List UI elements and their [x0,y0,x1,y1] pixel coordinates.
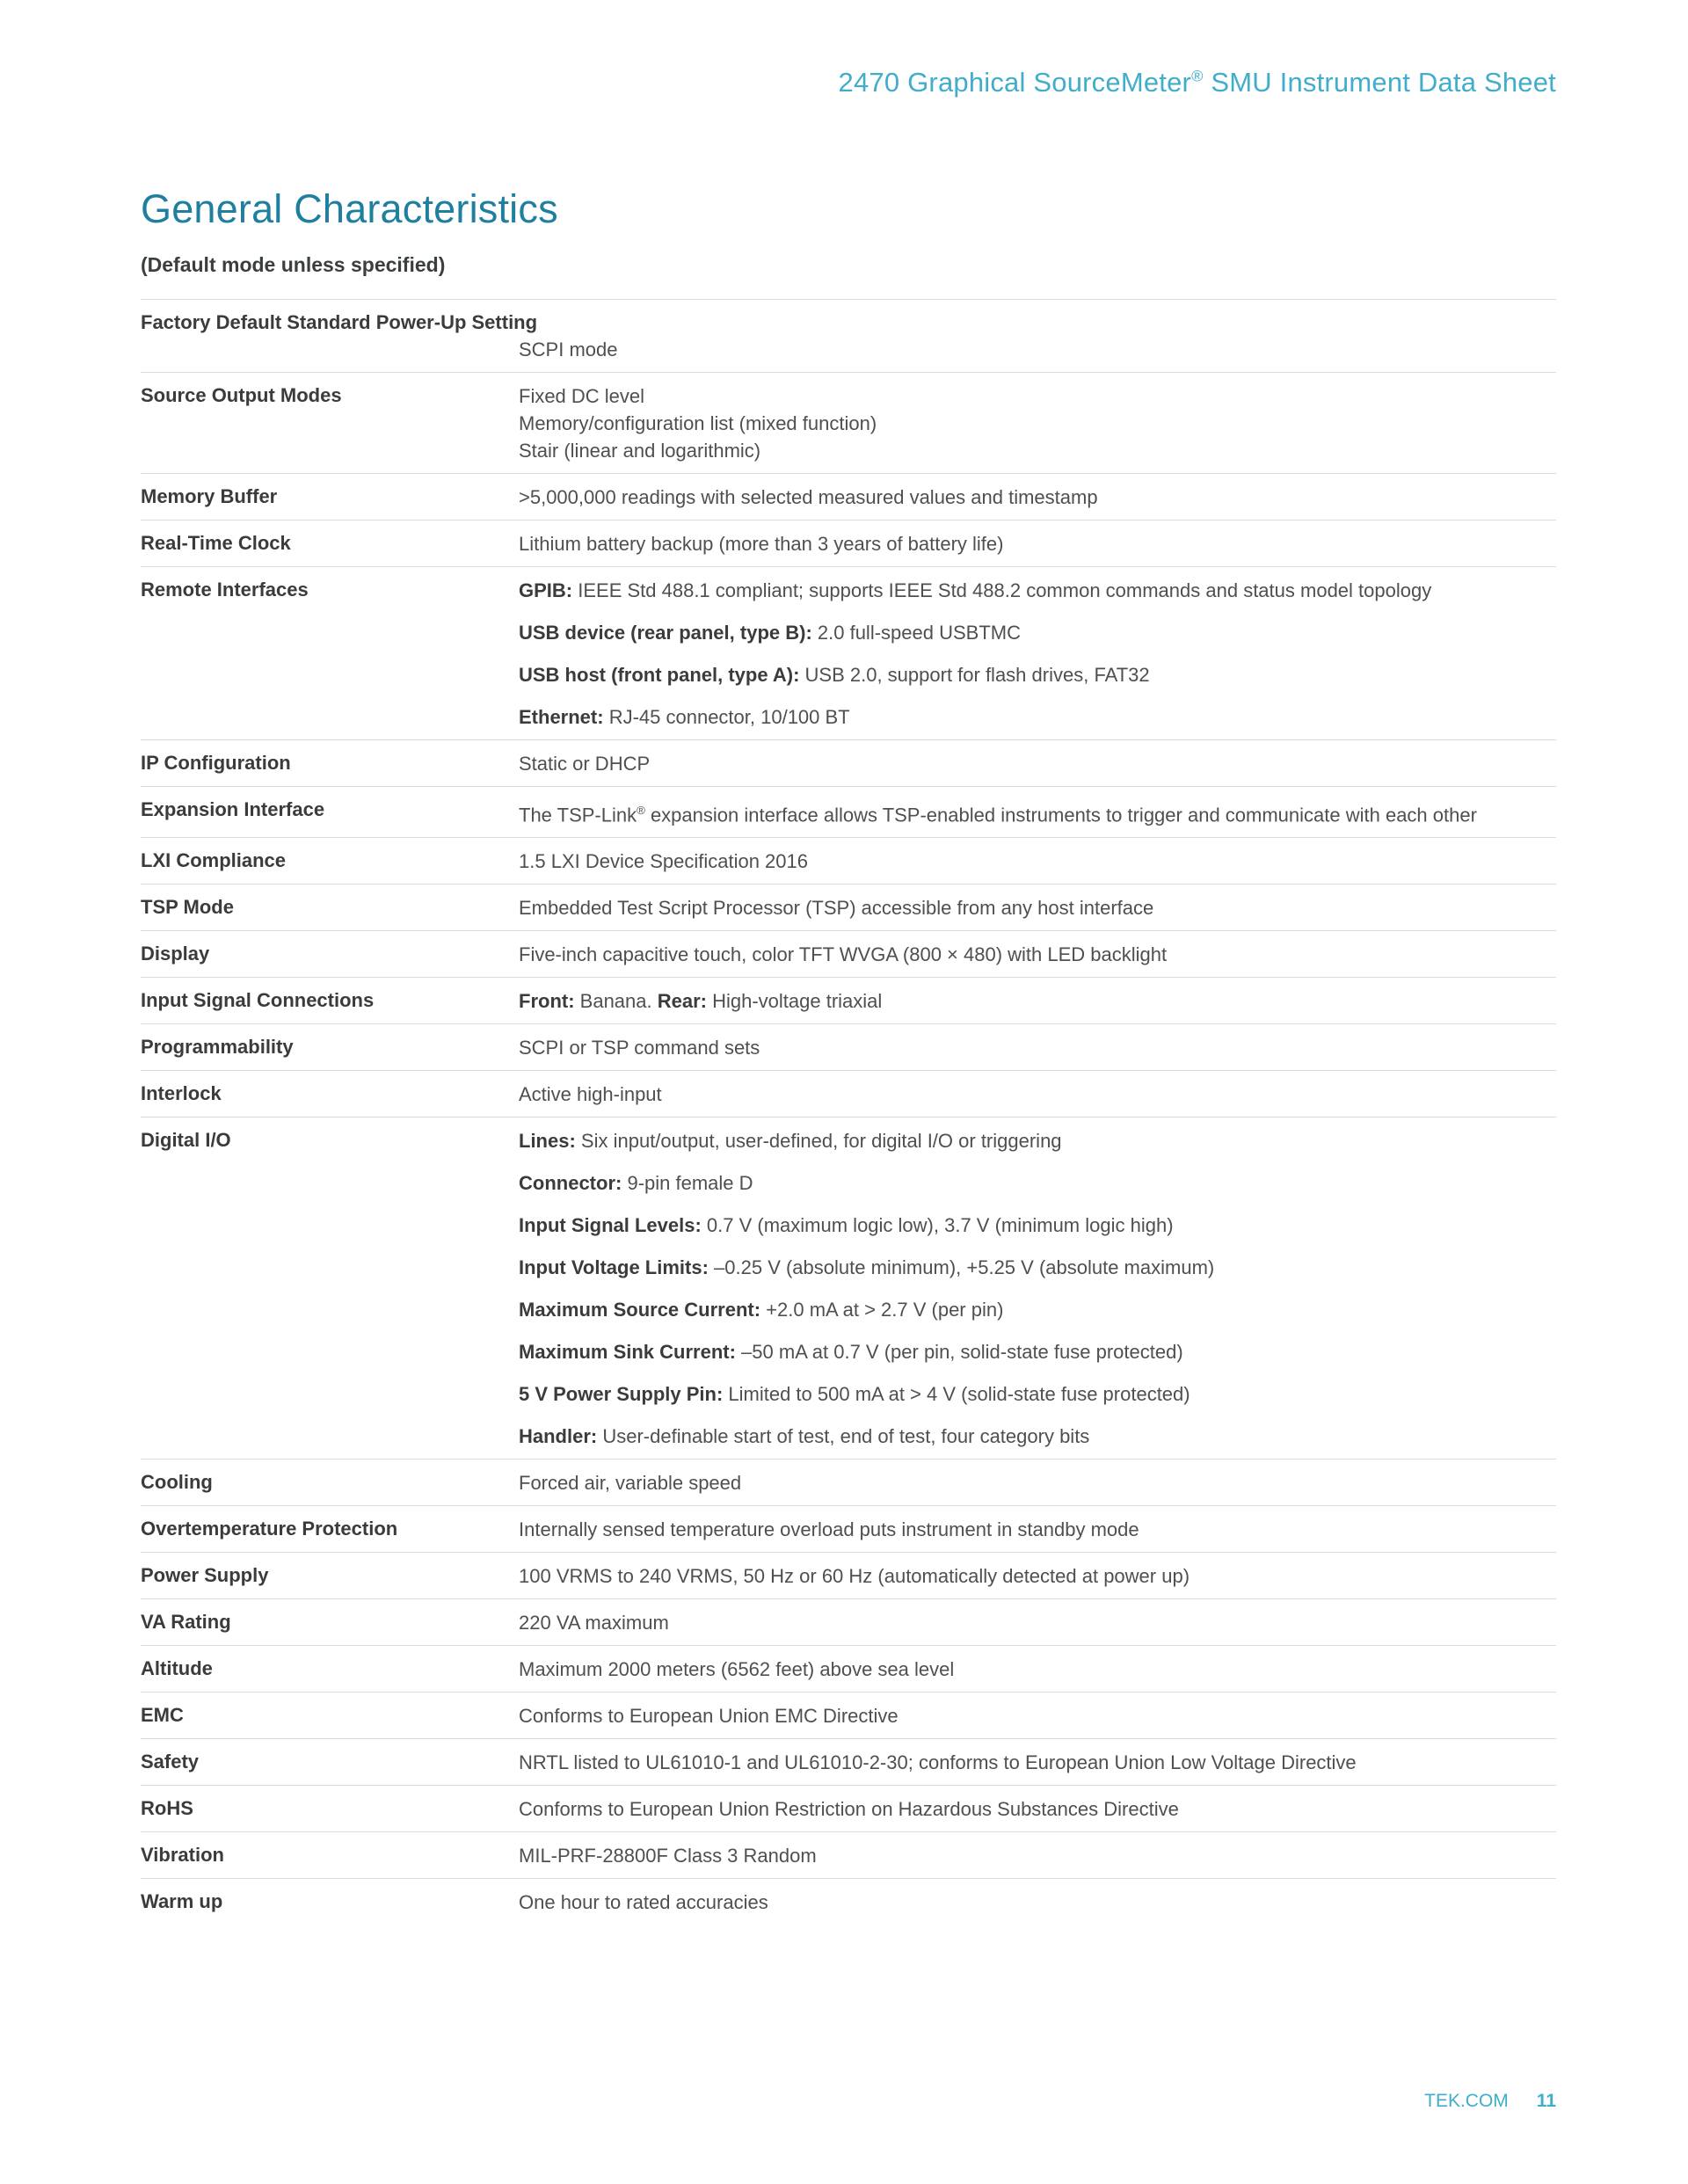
row-label: Safety [141,1751,200,1773]
row-value-line [519,1034,1556,1061]
value-text: +2.0 mA at > 2.7 V (per pin) [766,1299,1004,1321]
value-text: User-definable start of test, end of test, four category bits [602,1425,1090,1448]
value-text: Static or DHCP [519,753,651,775]
table-row [141,1023,1556,1070]
table-row [141,299,1556,372]
value-term: 5 V Power Supply Pin: [519,1383,729,1406]
row-value [519,1749,1556,1776]
value-text: 220 VA maximum [519,1612,669,1634]
row-value-line [519,484,1556,511]
table-row [141,1598,1556,1645]
row-value-line [519,661,1556,688]
value-text: NRTL listed to UL61010-1 and UL61010-2-30; conforms to European Union Low Voltage Directive [519,1751,1357,1774]
value-text: One hour to rated accuracies [519,1891,768,1914]
value-term: Front: [519,990,580,1013]
value-text: Memory/configuration list (mixed function) [519,412,877,434]
value-term: GPIB: [519,579,578,601]
row-value-line [519,1169,1556,1197]
table-row [141,372,1556,473]
value-text: Maximum 2000 meters (6562 feet) above sea level [519,1658,955,1681]
value-text: –0.25 V (absolute minimum), +5.25 V (absolute maximum) [714,1256,1215,1279]
row-label: Expansion Interface [141,798,325,820]
row-value-line [519,1609,1556,1636]
row-label: EMC [141,1704,184,1727]
row-value-line [519,1795,1556,1823]
value-term: Maximum Sink Current: [519,1341,742,1364]
value-text: Banana. [579,990,658,1013]
row-value [519,797,1556,828]
table-row [141,1505,1556,1552]
row-label: Interlock [141,1082,222,1105]
row-value [519,894,1556,921]
section-subtitle: (Default mode unless specified) [141,253,446,276]
registered-mark: ® [637,804,645,817]
spec-table [141,299,1556,1925]
row-label: RoHS [141,1797,193,1820]
value-text: 1.5 LXI Device Specification 2016 [519,850,808,873]
value-text: Embedded Test Script Processor (TSP) accessible from any host interface [519,897,1154,920]
row-value-line [519,1338,1556,1365]
value-text: SCPI or TSP command sets [519,1037,760,1059]
row-value [519,530,1556,557]
row-value-line [519,382,1556,410]
row-value [519,1081,1556,1108]
row-value [519,1034,1556,1061]
value-term: USB device (rear panel, type B): [519,622,818,644]
row-label: Programmability [141,1036,294,1059]
row-label: Digital I/O [141,1129,231,1152]
table-row [141,837,1556,884]
row-value [519,484,1556,511]
value-text: Five-inch capacitive touch, color TFT WVGA (800 × 480) with LED backlight [519,943,1168,966]
row-label: Input Signal Connections [141,989,375,1012]
row-value [519,382,1556,464]
table-row [141,566,1556,739]
value-text: MIL-PRF-28800F Class 3 Random [519,1845,817,1867]
table-row [141,473,1556,520]
row-value-line [519,941,1556,968]
value-term: Rear: [657,990,713,1013]
row-value-line [519,848,1556,875]
row-value-line [519,437,1556,464]
table-row [141,1878,1556,1925]
row-value-line [519,530,1556,557]
table-row [141,1117,1556,1459]
row-label: Vibration [141,1844,224,1867]
row-value [519,987,1556,1015]
value-term: Maximum Source Current: [519,1299,767,1321]
value-text: expansion interface allows TSP-enabled instruments to trigger and communicate with each other [644,804,1477,826]
row-value [519,1469,1556,1496]
row-value-line [519,1516,1556,1543]
value-text: SCPI mode [519,339,618,360]
row-value-line [519,619,1556,646]
value-text: –50 mA at 0.7 V (per pin, solid-state fuse protected) [741,1341,1183,1364]
table-row [141,1831,1556,1878]
row-value [519,577,1556,731]
value-text: IEEE Std 488.1 compliant; supports IEEE Std 488.2 common commands and status model topology [578,579,1432,601]
value-text: 2470 Graphical SourceMeter [838,67,1192,98]
row-value [519,848,1556,875]
value-text: Stair (linear and logarithmic) [519,440,761,462]
value-term: Handler: [519,1425,603,1448]
value-term: USB host (front panel, type A): [519,664,805,686]
row-label: IP Configuration [141,752,291,774]
footer-page-number: 11 [1536,2091,1556,2111]
row-value [519,1842,1556,1869]
table-row [141,1692,1556,1738]
table-row [141,520,1556,566]
row-value [519,1562,1556,1590]
row-label: Display [141,943,210,965]
row-value [519,1516,1556,1543]
row-label: Cooling [141,1471,213,1494]
table-row [141,977,1556,1023]
row-value-line [519,1212,1556,1239]
row-value-line [519,894,1556,921]
row-label: Factory Default Standard Power-Up Setting [141,311,538,333]
value-text: High-voltage triaxial [712,990,883,1013]
row-value [519,1795,1556,1823]
table-row [141,1552,1556,1598]
row-value [519,941,1556,968]
value-term: Input Voltage Limits: [519,1256,715,1279]
value-text: 0.7 V (maximum logic low), 3.7 V (minimum logic high) [706,1214,1174,1237]
value-text: Lithium battery backup (more than 3 years of battery life) [519,533,1004,555]
table-row [141,884,1556,930]
row-value-line [519,1749,1556,1776]
table-row [141,930,1556,977]
row-label: VA Rating [141,1611,231,1634]
row-label: Remote Interfaces [141,579,309,601]
registered-mark: ® [1191,67,1204,85]
footer-site-link: TEK.COM [1424,2091,1509,2111]
table-row [141,1645,1556,1692]
row-value-line [519,1081,1556,1108]
value-text: Forced air, variable speed [519,1472,742,1495]
row-label: Altitude [141,1657,213,1680]
row-value-line [519,1423,1556,1450]
row-label: Power Supply [141,1564,269,1587]
value-text: Six input/output, user-defined, for digital I/O or triggering [580,1130,1062,1153]
table-row [141,1785,1556,1831]
row-value [519,750,1556,777]
row-value [519,1889,1556,1916]
value-text: RJ-45 connector, 10/100 BT [608,706,850,728]
value-term: Connector: [519,1172,628,1195]
row-value-line [519,1562,1556,1590]
row-label: Overtemperature Protection [141,1518,398,1540]
value-text: The TSP-Link [519,804,637,826]
row-label: Source Output Modes [141,384,342,406]
value-text: SMU Instrument Data Sheet [1203,67,1556,98]
row-value-line [519,1254,1556,1281]
row-value [519,1127,1556,1450]
row-label: TSP Mode [141,896,234,919]
value-text: Conforms to European Union EMC Directive [519,1705,899,1728]
table-row [141,739,1556,786]
row-value-line [519,987,1556,1015]
row-value-line [519,1842,1556,1869]
row-value-line [519,1469,1556,1496]
row-value-line [519,1889,1556,1916]
table-row [141,1459,1556,1505]
row-value-line [519,336,1556,363]
row-value-line [519,750,1556,777]
row-value-line [519,1702,1556,1729]
row-value-line [519,1380,1556,1408]
row-value-line [519,1656,1556,1683]
value-term: Input Signal Levels: [519,1214,707,1237]
value-text: >5,000,000 readings with selected measured values and timestamp [519,486,1098,508]
table-row [141,786,1556,837]
row-label: LXI Compliance [141,849,287,872]
doc-header [141,67,1556,98]
value-text: Conforms to European Union Restriction on Hazardous Substances Directive [519,1798,1179,1821]
row-label: Real-Time Clock [141,532,291,554]
row-label: Memory Buffer [141,485,278,507]
table-row [141,1070,1556,1117]
value-text: Fixed DC level [519,385,645,407]
row-value-line [519,703,1556,731]
value-text: 2.0 full-speed USBTMC [817,622,1021,644]
value-term: Ethernet: [519,706,609,728]
row-label: Warm up [141,1890,223,1913]
row-value [519,1702,1556,1729]
value-text: 9-pin female D [627,1172,753,1195]
table-row [141,1738,1556,1785]
row-value [519,1609,1556,1636]
value-text: Active high-input [519,1083,662,1106]
row-value-line [519,797,1556,828]
value-text: Internally sensed temperature overload puts instrument in standby mode [519,1518,1139,1541]
page-title: General Characteristics [141,186,558,231]
row-value-line [519,1296,1556,1323]
row-value-line [519,410,1556,437]
page-footer [141,2091,1556,2112]
value-text: Limited to 500 mA at > 4 V (solid-state fuse protected) [728,1383,1190,1406]
value-text: USB 2.0, support for flash drives, FAT32 [804,664,1150,686]
doc-header-title [839,67,1556,98]
row-value [519,1656,1556,1683]
value-text: 100 VRMS to 240 VRMS, 50 Hz or 60 Hz (automatically detected at power up) [519,1565,1190,1588]
row-value-line [519,1127,1556,1154]
row-value-line [519,577,1556,604]
value-term: Lines: [519,1130,581,1153]
row-value [519,336,1556,363]
